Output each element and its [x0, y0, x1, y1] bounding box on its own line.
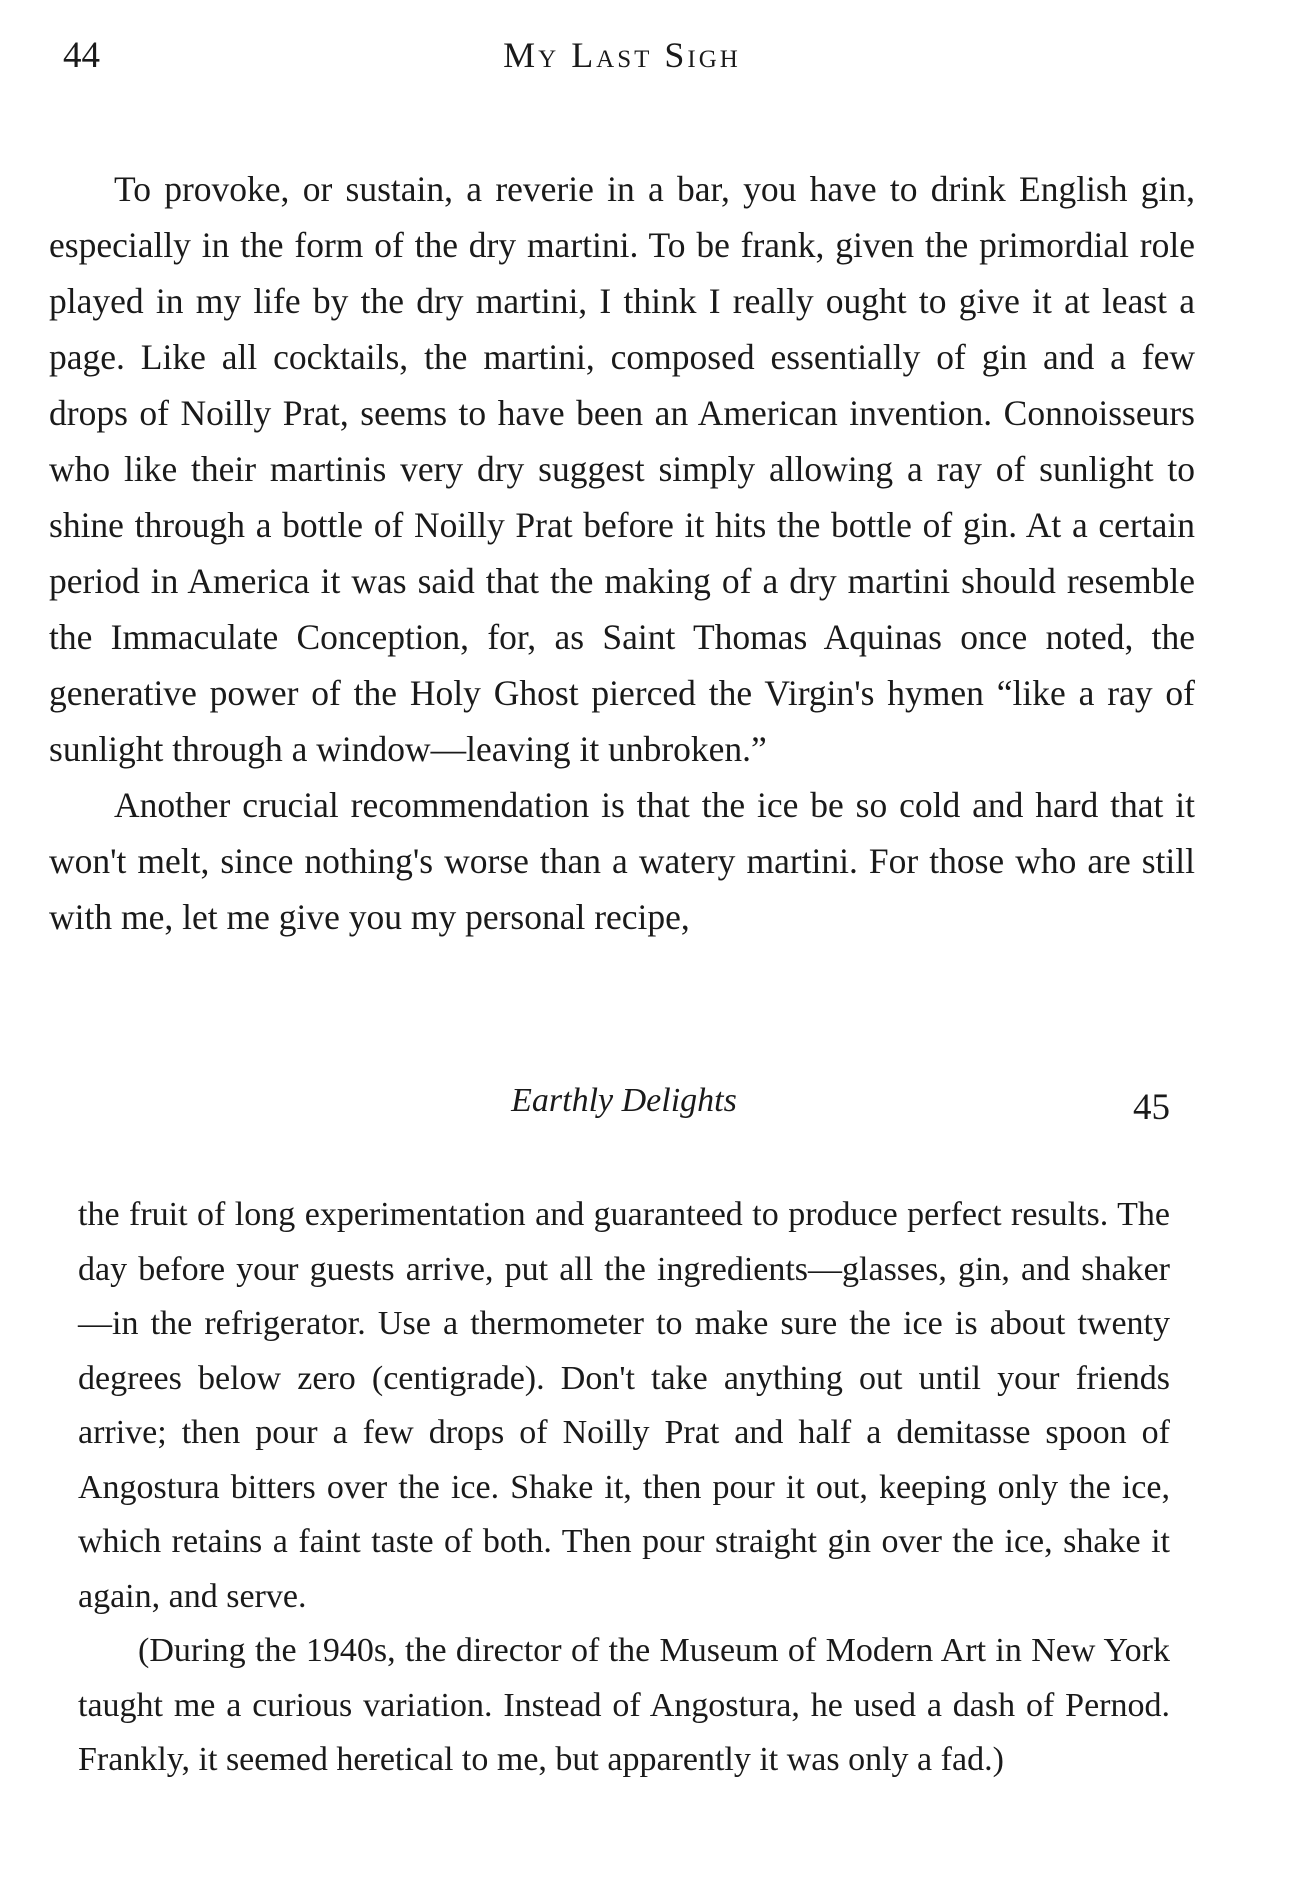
right-page	[78, 1078, 1170, 1788]
right-paragraph-2: (During the 1940s, the director of the Museum of Modern Art in New York taught me a curious variation. Instead of Angostura, he used a dash of Pernod. Frankly, it seemed heretical to me, but apparently it was only a fad.)	[78, 1632, 1170, 1778]
left-page	[49, 30, 1195, 945]
left-page-number: 44	[63, 35, 100, 76]
right-paragraph-1: the fruit of long experimentation and guaranteed to produce perfect results. The day before your guests arrive, put all the ingredients—glasses, gin, and shaker—in the refrigerator. Use a thermometer to make sure the ice is about twenty degrees below zero (centigrade). Don't take anything out until your friends arrive; then pour a few drops of Noilly Prat and half a demitasse spoon of Angostura bitters over the ice. Shake it, then pour it out, keeping only the ice, which retains a faint taste of both. Then pour straight gin over the ice, shake it again, and serve.	[78, 1196, 1170, 1615]
left-paragraph-1: To provoke, or sustain, a reverie in a bar, you have to drink English gin, especially in the form of the dry martini. To be frank, given the primordial role played in my life by the dry martini, I think I really ought to give it at least a page. Like all cocktails, the martini, composed essentially of gin and a few drops of Noilly Prat, seems to have been an American invention. Connoisseurs who like their martinis very dry suggest simply allowing a ray of sunlight to shine through a bottle of Noilly Prat before it hits the bottle of gin. At a certain period in America it was said that the making of a dry martini should resemble the Immaculate Conception, for, as Saint Thomas Aquinas once noted, the generative power of the Holy Ghost pierced the Virgin's hymen “like a ray of sunlight through a window—leaving it unbroken.”	[49, 169, 1195, 769]
left-page-body	[49, 161, 1195, 945]
right-running-head: Earthly Delights	[511, 1082, 737, 1119]
left-page-header	[49, 30, 1195, 90]
right-page-number: 45	[1133, 1087, 1170, 1128]
right-page-header	[78, 1078, 1170, 1138]
left-running-head: My Last Sigh	[503, 35, 741, 75]
left-paragraph-2: Another crucial recommendation is that the ice be so cold and hard that it won't melt, since nothing's worse than a watery martini. For those who are still with me, let me give you my personal recipe,	[49, 785, 1195, 937]
right-page-body	[78, 1188, 1170, 1788]
